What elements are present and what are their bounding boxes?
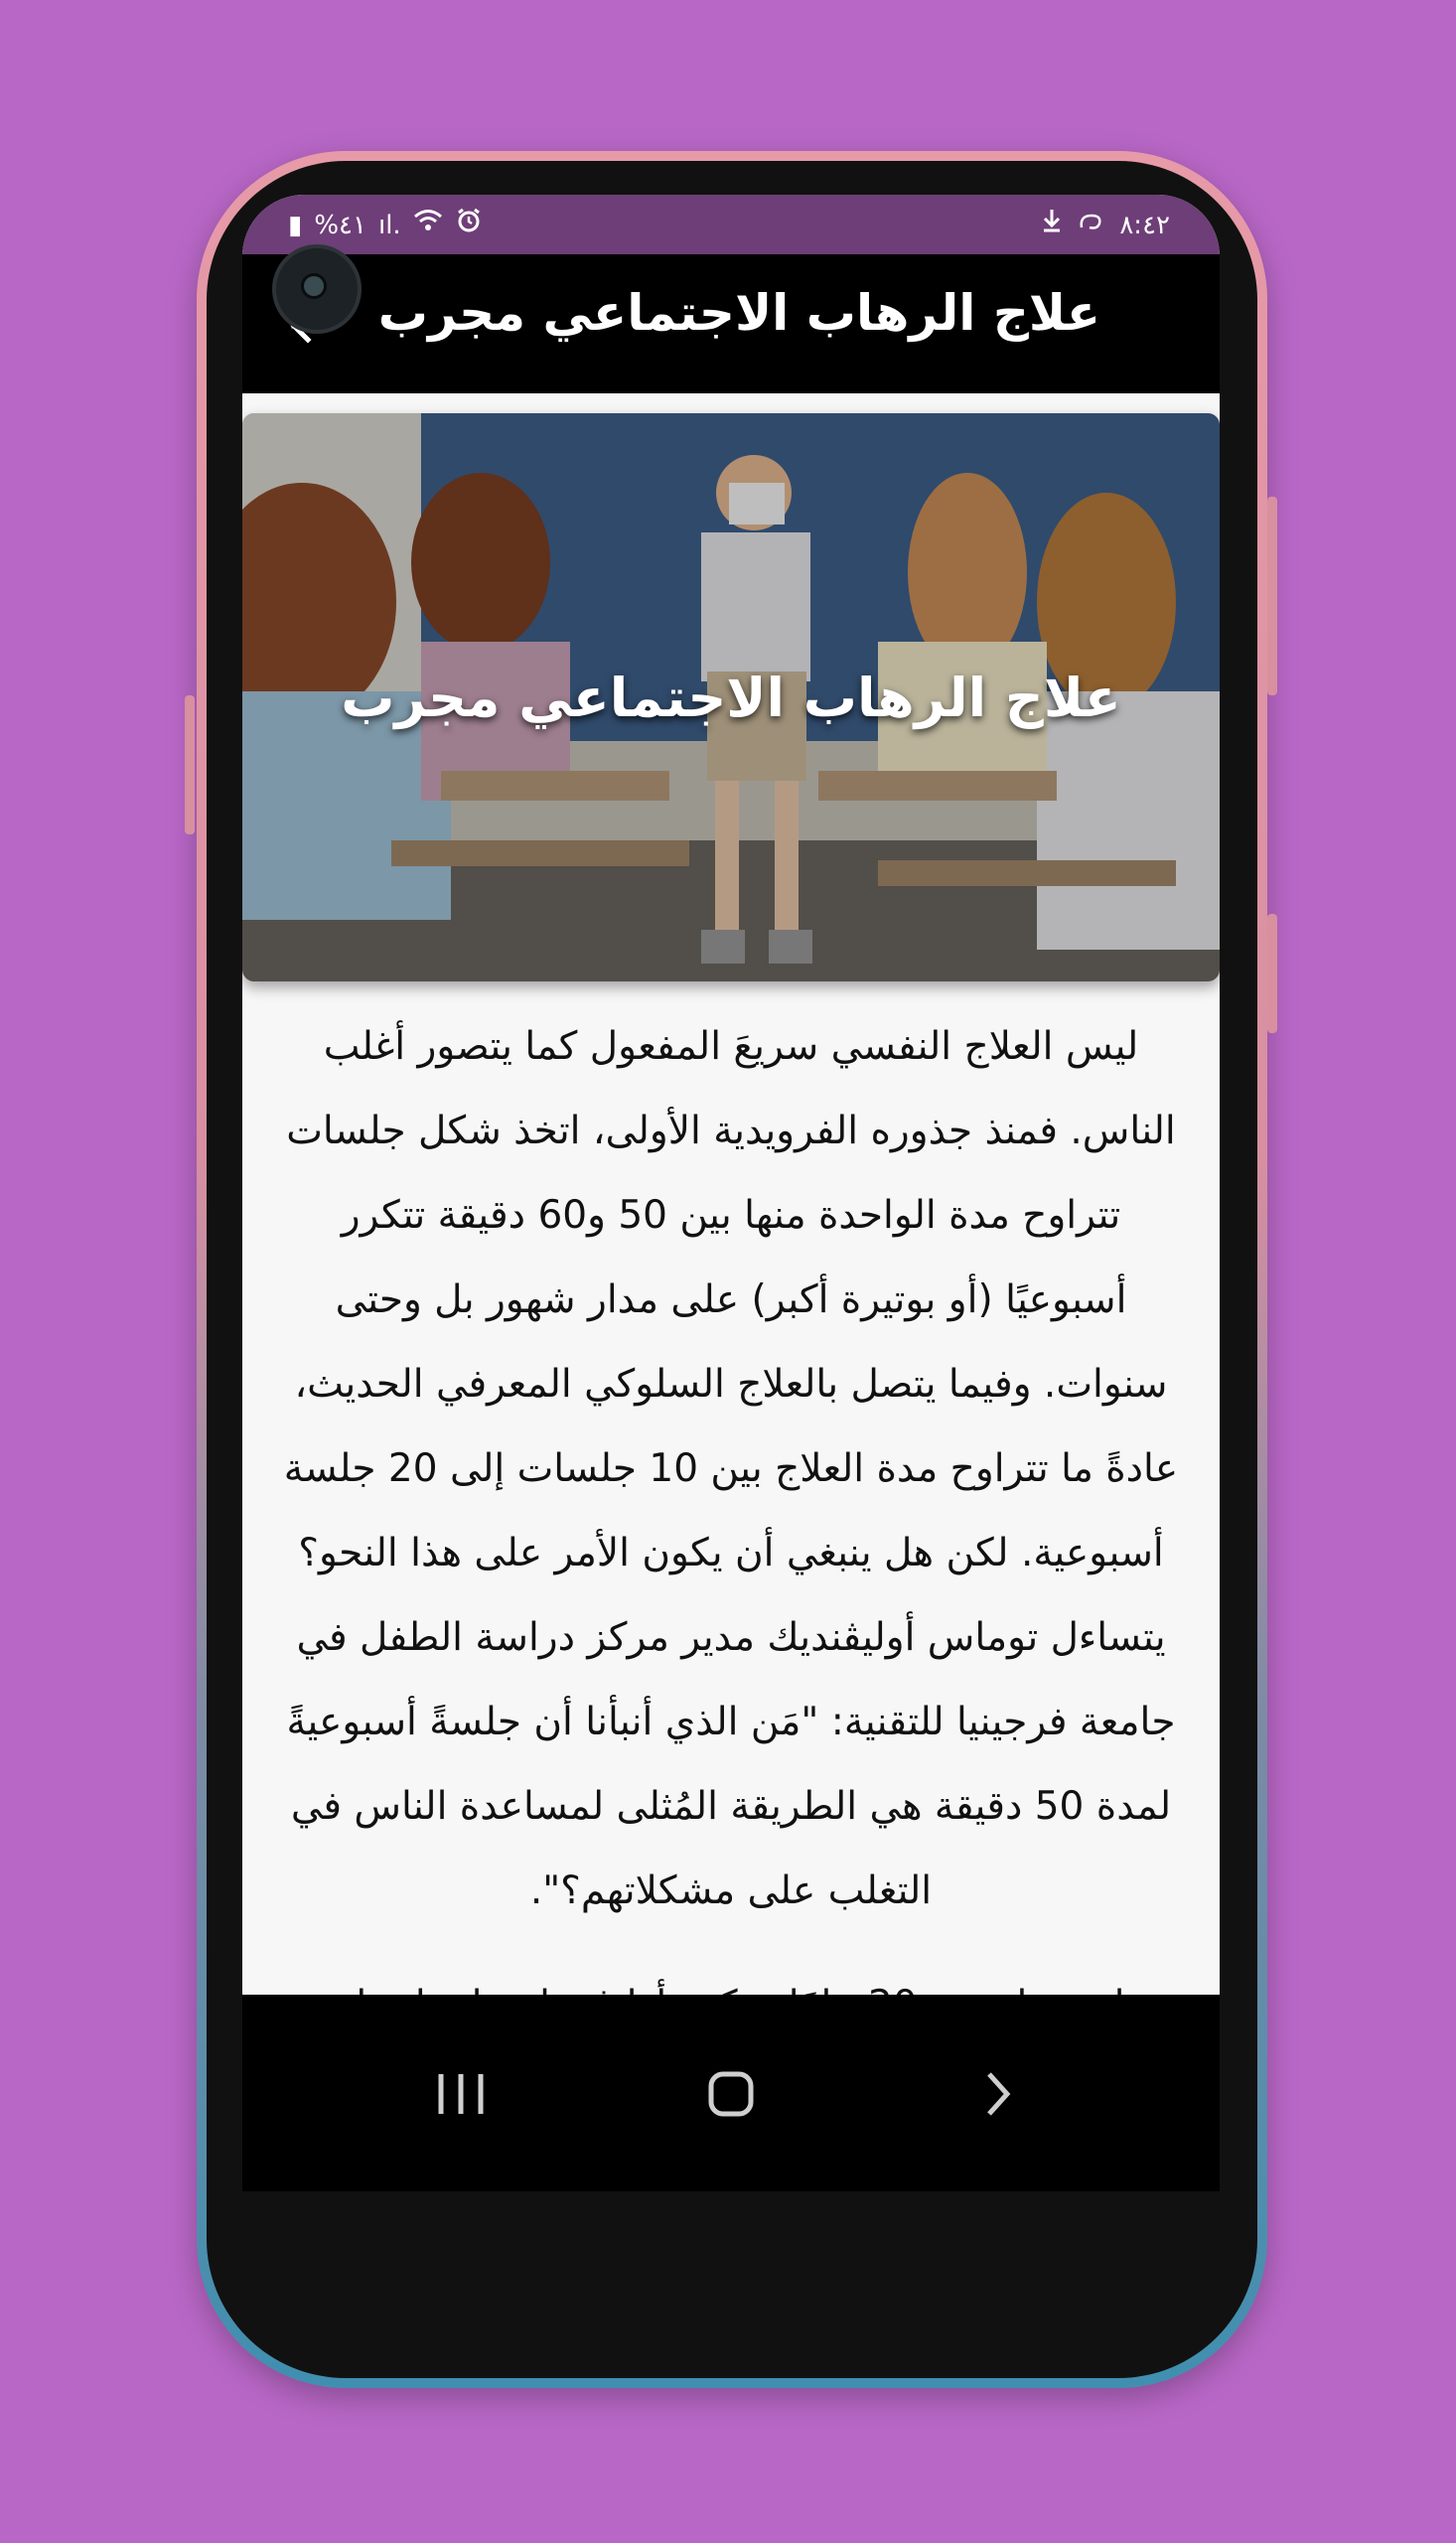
status-time: ٨:٤٢ bbox=[1119, 210, 1170, 240]
home-icon bbox=[671, 2044, 791, 2144]
back-chevron-icon bbox=[938, 2044, 1057, 2144]
navigation-bar bbox=[242, 1995, 1220, 2191]
download-icon bbox=[1040, 207, 1064, 243]
status-bar bbox=[242, 195, 1220, 254]
status-right bbox=[1040, 207, 1170, 243]
article-body bbox=[282, 1004, 1180, 2162]
front-camera bbox=[272, 244, 362, 334]
battery-icon: ▮ bbox=[288, 210, 303, 240]
side-button-right-bottom bbox=[1267, 914, 1277, 1033]
sync-icon bbox=[1078, 209, 1105, 242]
side-button-right-top bbox=[1267, 497, 1277, 695]
nav-back-button[interactable] bbox=[938, 2044, 1057, 2144]
hero-image-card[interactable] bbox=[242, 413, 1220, 981]
side-button-left bbox=[185, 695, 195, 834]
home-button[interactable] bbox=[671, 2044, 791, 2144]
screen bbox=[242, 195, 1220, 2191]
hero-title: علاج الرهاب الاجتماعي مجرب bbox=[341, 666, 1121, 729]
recent-apps-button[interactable] bbox=[401, 2044, 520, 2144]
wifi-icon bbox=[413, 208, 443, 242]
app-bar bbox=[242, 254, 1220, 393]
signal-icon: ıl. bbox=[377, 210, 401, 240]
recent-apps-icon bbox=[401, 2044, 520, 2144]
article-paragraph: ليس العلاج النفسي سريعَ المفعول كما يتصور أغلب الناس. فمنذ جذوره الفرويدية الأولى، اتخذ شكل جلسات تتراوح مدة الواحدة منها بين 50 و60 دقيقة تتكرر أسبوعيًا (أو بوتيرة أكبر) على مدار شهور بل وحتى سنوات. وفيما يتصل بالعلاج السلوكي المعرفي الحديث، عادةً ما تتراوح مدة العلاج بين 10 جلسات إلى 20 جلسة أسبوعية. لكن هل ينبغي أن يكون الأمر على هذا النحو؟ يتساءل توماس أوليڤنديك مدير مركز دراسة الطفل في جامعة فرجينيا للتقنية: "مَن الذي أنبأنا أن جلسةً أسبوعيةً لمدة 50 دقيقة هي الطريقة المُثلى لمساعدة الناس في التغلب على مشكلاتهم؟". bbox=[283, 1024, 1179, 1913]
alarm-icon bbox=[455, 207, 483, 243]
battery-percent: %٤١ bbox=[314, 210, 366, 240]
app-title: علاج الرهاب الاجتماعي مجرب bbox=[377, 284, 1100, 342]
status-left bbox=[288, 207, 483, 243]
